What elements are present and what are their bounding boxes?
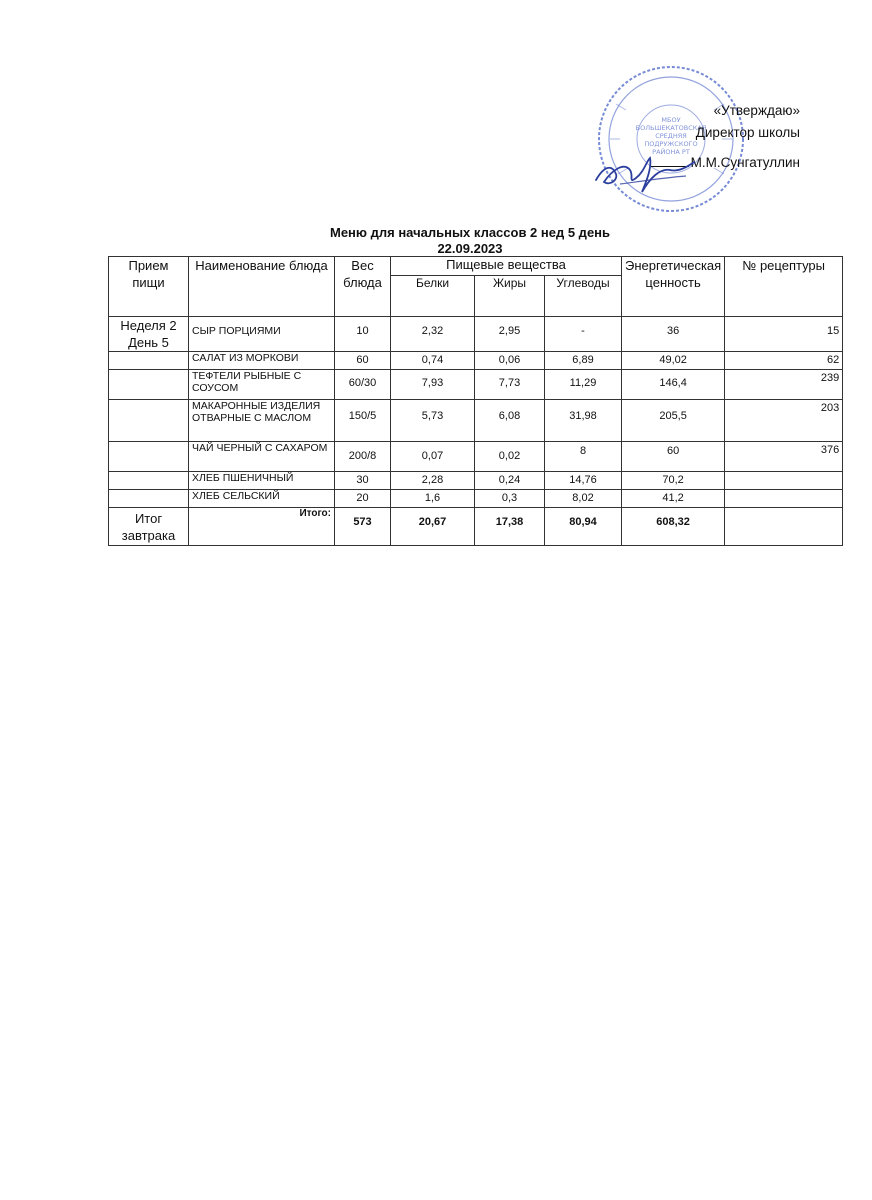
dish-energy: 205,5 — [622, 400, 725, 442]
dish-recipe: 239 — [725, 370, 843, 400]
dish-fats: 0,3 — [475, 490, 545, 508]
dish-weight: 200/8 — [335, 442, 391, 472]
dish-energy: 60 — [622, 442, 725, 472]
dish-name: ТЕФТЕЛИ РЫБНЫЕ С СОУСОМ — [189, 370, 335, 400]
dish-energy: 41,2 — [622, 490, 725, 508]
total-row — [109, 508, 843, 546]
dish-name: САЛАТ ИЗ МОРКОВИ — [189, 352, 335, 370]
dish-name: ХЛЕБ СЕЛЬСКИЙ — [189, 490, 335, 508]
dish-proteins: 2,32 — [391, 317, 475, 352]
header-fats: Жиры — [475, 276, 545, 317]
table-row — [109, 352, 843, 370]
meal-cell-empty — [109, 352, 189, 370]
total-label: Итого: — [189, 508, 335, 546]
dish-carbs: 8,02 — [545, 490, 622, 508]
table-row — [109, 370, 843, 400]
total-recipe — [725, 508, 843, 546]
dish-weight: 30 — [335, 472, 391, 490]
dish-carbs: 6,89 — [545, 352, 622, 370]
svg-text:МБОУ: МБОУ — [661, 116, 681, 124]
approve-label: «Утверждаю» — [713, 103, 800, 118]
svg-text:СРЕДНЯЯ: СРЕДНЯЯ — [655, 132, 687, 140]
director-position: Директор школы — [695, 125, 800, 140]
svg-text:ПОДРУЖСКОГО: ПОДРУЖСКОГО — [644, 140, 698, 148]
dish-recipe: 203 — [725, 400, 843, 442]
table-row — [109, 472, 843, 490]
svg-text:БОЛЬШЕКАТОВСКАЯ: БОЛЬШЕКАТОВСКАЯ — [635, 124, 707, 132]
dish-weight: 10 — [335, 317, 391, 352]
dish-fats: 0,02 — [475, 442, 545, 472]
total-fats: 17,38 — [475, 508, 545, 546]
dish-weight: 20 — [335, 490, 391, 508]
dish-weight: 150/5 — [335, 400, 391, 442]
meal-cell-empty — [109, 490, 189, 508]
dish-name: СЫР ПОРЦИЯМИ — [189, 317, 335, 352]
menu-table — [108, 256, 843, 546]
dish-carbs: - — [545, 317, 622, 352]
header-carbs: Углеводы — [545, 276, 622, 317]
table-row — [109, 317, 843, 352]
dish-fats: 2,95 — [475, 317, 545, 352]
dish-weight: 60/30 — [335, 370, 391, 400]
dish-carbs: 14,76 — [545, 472, 622, 490]
header-recipe: № рецептуры — [725, 257, 843, 317]
header-dish: Наименование блюда — [189, 257, 335, 317]
meal-cell-empty — [109, 400, 189, 442]
dish-name: ЧАЙ ЧЕРНЫЙ С САХАРОМ — [189, 442, 335, 472]
dish-fats: 7,73 — [475, 370, 545, 400]
header-energy: Энергетическая ценность — [622, 257, 725, 317]
dish-energy: 49,02 — [622, 352, 725, 370]
dish-fats: 0,06 — [475, 352, 545, 370]
menu-title: Меню для начальных классов 2 нед 5 день — [329, 225, 611, 240]
header-row-1 — [109, 257, 843, 276]
dish-proteins: 2,28 — [391, 472, 475, 490]
header-weight: Вес блюда — [335, 257, 391, 317]
table-row — [109, 400, 843, 442]
dish-fats: 0,24 — [475, 472, 545, 490]
dish-proteins: 0,74 — [391, 352, 475, 370]
dish-fats: 6,08 — [475, 400, 545, 442]
total-energy: 608,32 — [622, 508, 725, 546]
dish-recipe: 15 — [725, 317, 843, 352]
dish-proteins: 5,73 — [391, 400, 475, 442]
dish-energy: 70,2 — [622, 472, 725, 490]
dish-energy: 36 — [622, 317, 725, 352]
meal-cell-empty — [109, 442, 189, 472]
meal-label: Неделя 2 День 5 — [109, 317, 189, 352]
dish-proteins: 0,07 — [391, 442, 475, 472]
dish-proteins: 7,93 — [391, 370, 475, 400]
dish-name: ХЛЕБ ПШЕНИЧНЫЙ — [189, 472, 335, 490]
total-proteins: 20,67 — [391, 508, 475, 546]
table-row — [109, 442, 843, 472]
menu-date: 22.09.2023 — [437, 241, 503, 256]
director-signature — [590, 148, 700, 198]
dish-recipe — [725, 472, 843, 490]
header-proteins: Белки — [391, 276, 475, 317]
table-row — [109, 490, 843, 508]
total-weight: 573 — [335, 508, 391, 546]
total-carbs: 80,94 — [545, 508, 622, 546]
dish-carbs: 11,29 — [545, 370, 622, 400]
dish-recipe — [725, 490, 843, 508]
dish-carbs: 31,98 — [545, 400, 622, 442]
dish-weight: 60 — [335, 352, 391, 370]
meal-cell-empty — [109, 370, 189, 400]
signer-name: М.М.Сунгатуллин — [690, 155, 800, 170]
dish-recipe: 376 — [725, 442, 843, 472]
total-meal-label: Итог завтрака — [109, 508, 189, 546]
dish-carbs: 8 — [545, 442, 622, 472]
dish-recipe: 62 — [725, 352, 843, 370]
svg-text:РАЙОНА РТ: РАЙОНА РТ — [652, 148, 690, 156]
dish-name: МАКАРОННЫЕ ИЗДЕЛИЯ ОТВАРНЫЕ С МАСЛОМ — [189, 400, 335, 442]
header-meal: Прием пищи — [109, 257, 189, 317]
header-nutrients: Пищевые вещества — [391, 257, 622, 276]
meal-cell-empty — [109, 472, 189, 490]
dish-proteins: 1,6 — [391, 490, 475, 508]
dish-energy: 146,4 — [622, 370, 725, 400]
